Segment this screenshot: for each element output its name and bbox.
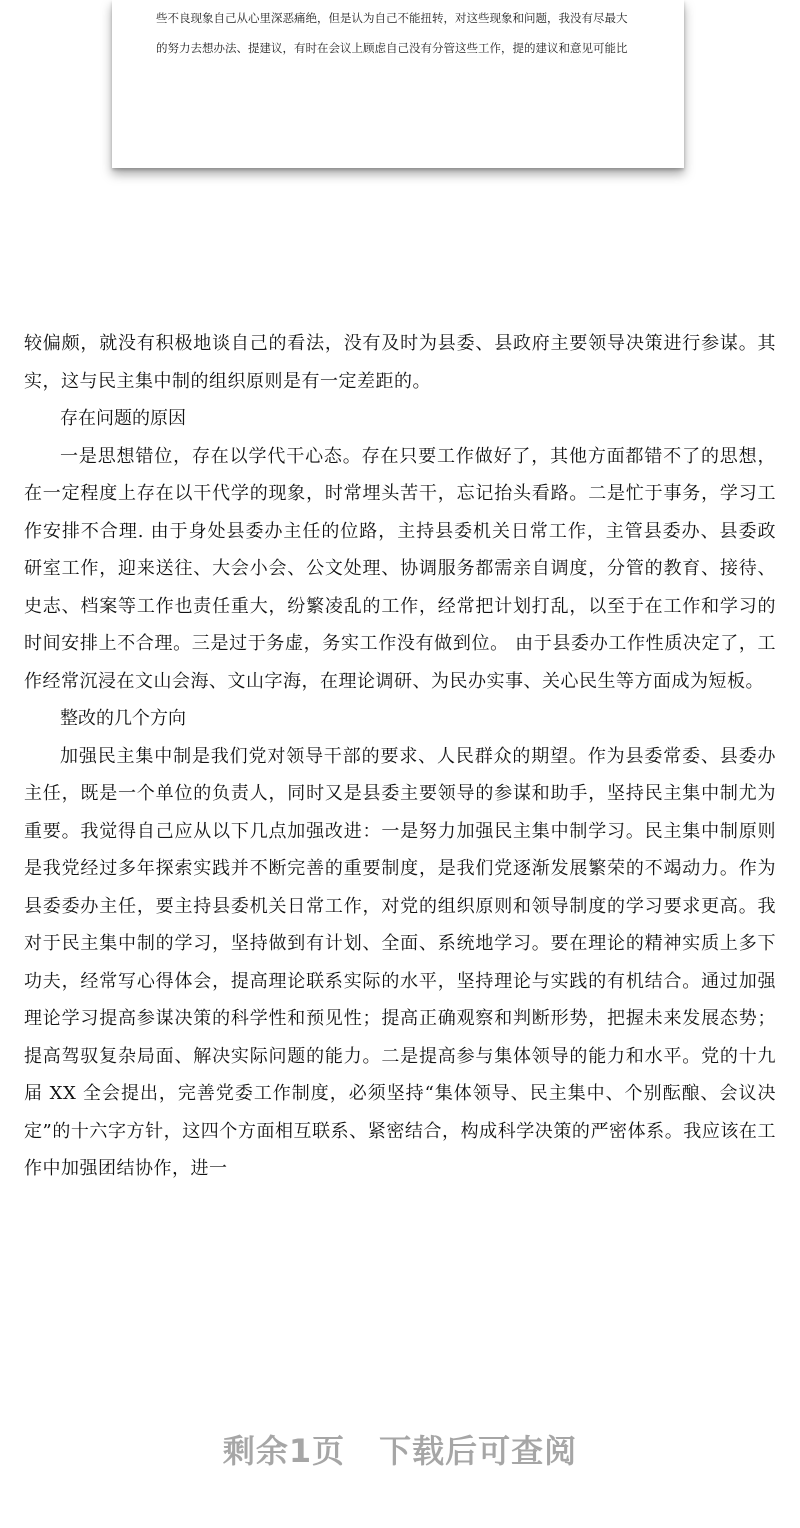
preview-text-line: 些不良现象自己从心里深恶痛绝，但是认为自己不能扭转，对这些现象和问题，我没有尽最大 [156, 11, 628, 25]
previous-page-preview [112, 0, 684, 168]
paragraph-causes: 一是思想错位，存在以学代干心态。存在只要工作做好了，其他方面都错不了的思想，在一定程度上存在以干代学的现象，时常埋头苦干，忘记抬头看路。二是忙于事务，学习工作安排不合理. 由于身处县委办主任的位路，主持县委机关日常工作，主管县委办、县委政研室工作，迎来送往、大会小会、公文处理、协调服务都需亲自调度，分管的教育、接待、史志、档案等工作也责任重大，纷繁凌乱的工作，经常把计划打乱，以至于在工作和学习的时间安排上不合理。三是过于务虚，务实工作没有做到位。 由于县委办工作性质决定了，工作经常沉浸在文山会海、文山字海，在理论调研、为民办实事、关心民生等方面成为短板。 [24, 445, 776, 692]
remaining-pages-label[interactable]: 剩余1页 [222, 1432, 346, 1470]
download-prompt[interactable] [0, 1426, 800, 1472]
download-to-view-label[interactable]: 下载后可查阅 [379, 1432, 578, 1470]
section-heading-causes: 存在问题的原因 [60, 408, 186, 429]
preview-text-line: 的努力去想办法、提建议，有时在会议上顾虑自己没有分管这些工作，提的建议和意见可能比 [156, 41, 628, 55]
paragraph-rectification: 加强民主集中制是我们党对领导干部的要求、人民群众的期望。作为县委常委、县委办主任，既是一个单位的负责人，同时又是县委主要领导的参谋和助手，坚持民主集中制尤为重要。我觉得自己应从以下几点加强改进：一是努力加强民主集中制学习。民主集中制原则是我党经过多年探索实践并不断完善的重要制度，是我们党逐渐发展繁荣的不竭动力。作为县委委办主任，要主持县委机关日常工作，对党的组织原则和领导制度的学习要求更高。我对于民主集中制的学习，坚持做到有计划、全面、系统地学习。要在理论的精神实质上多下功夫，经常写心得体会，提高理论联系实际的水平，坚持理论与实践的有机结合。通过加强理论学习提高参谋决策的科学性和预见性；提高正确观察和判断形势，把握未来发展态势；提高驾驭复杂局面、解决实际问题的能力。二是提高参与集体领导的能力和水平。党的十九届 XX 全会提出，完善党委工作制度，必须坚持“集体领导、民主集中、个别酝酿、会议决定”的十六字方针，这四个方面相互联系、紧密结合，构成科学决策的严密体系。我应该在工作中加强团结协作，进一 [24, 745, 776, 1179]
paragraph-continuation: 较偏颇，就没有积极地谈自己的看法，没有及时为县委、县政府主要领导决策进行参谋。其实，这与民主集中制的组织原则是有一定差距的。 [24, 333, 776, 392]
document-body [24, 325, 776, 1188]
section-heading-rectification: 整改的几个方向 [60, 708, 186, 729]
